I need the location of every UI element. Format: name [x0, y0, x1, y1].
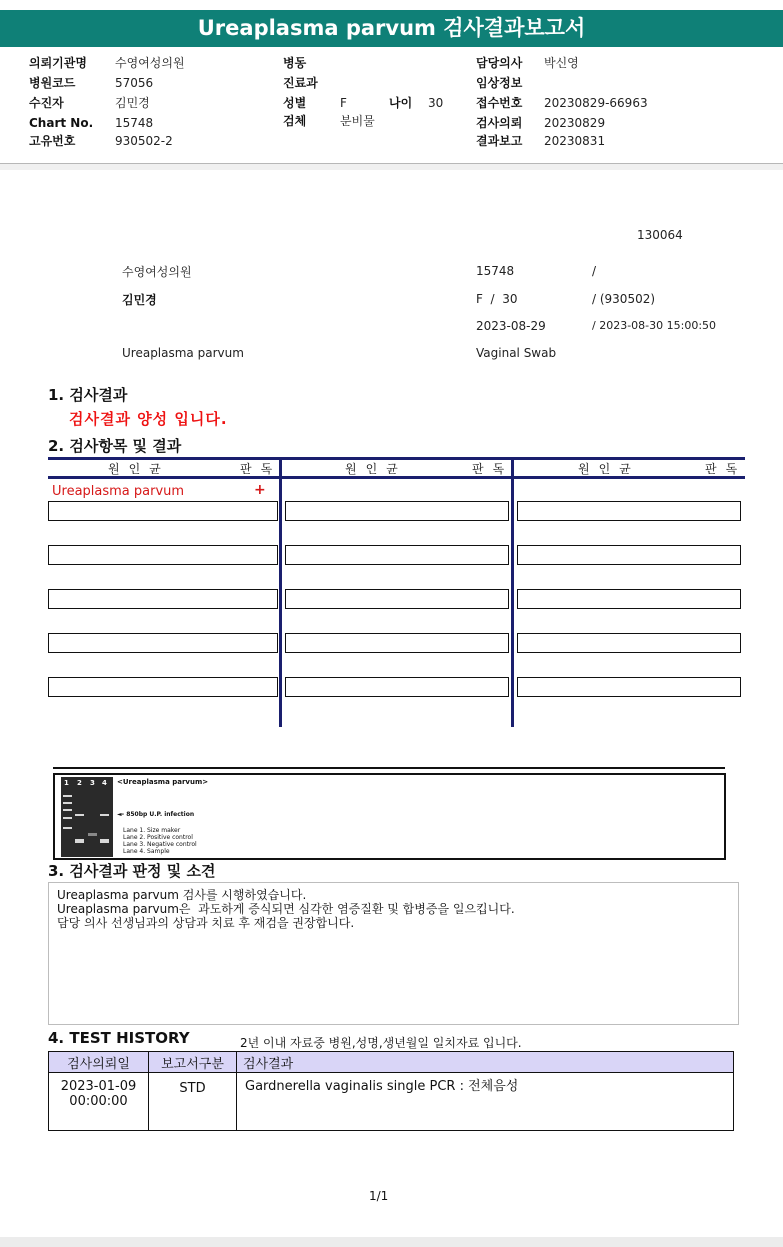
section1-result: 검사결과 양성 입니다. — [69, 410, 228, 428]
gel-band — [88, 833, 97, 836]
gel-band — [100, 839, 109, 843]
col-header-pathogen-3: 원인균 — [578, 462, 640, 476]
header-label-hospital-code: 병원코드 — [29, 76, 76, 90]
header-label-specimen: 검체 — [283, 114, 307, 128]
grid-vline-2 — [511, 457, 514, 727]
gel-title: <Ureaplasma parvum> — [117, 778, 209, 786]
info-hospital: 수영여성의원 — [122, 265, 192, 279]
result-cell — [48, 677, 278, 697]
header-label-department: 진료과 — [283, 76, 318, 90]
history-date-cell — [49, 1073, 149, 1131]
col-header-pathogen-2: 원인균 — [345, 462, 407, 476]
gel-lane-2-label: 2 — [77, 779, 82, 787]
gel-band — [63, 809, 72, 811]
history-header-row — [49, 1052, 734, 1073]
page-gap — [0, 164, 783, 170]
lab-code: 130064 — [637, 228, 683, 242]
header-label-request-date: 검사의뢰 — [476, 116, 523, 130]
col-header-judgement-2: 판독 — [472, 462, 514, 476]
header-label-doctor: 담당의사 — [476, 56, 523, 70]
header-value-sex: F — [340, 96, 347, 110]
gel-band — [63, 795, 72, 797]
result-pathogen: Ureaplasma parvum — [52, 484, 185, 499]
col-header-pathogen-1: 원인균 — [108, 462, 170, 476]
header-label-unique-no: 고유번호 — [29, 134, 76, 148]
result-cell — [285, 501, 509, 521]
gel-lane-1-label: 1 — [64, 779, 69, 787]
history-col-date: 검사의뢰일 — [49, 1052, 149, 1073]
section4-title: 4. TEST HISTORY — [48, 1029, 190, 1047]
history-col-result: 검사결과 — [237, 1052, 734, 1073]
history-date: 2023-01-09 — [60, 1079, 137, 1094]
gel-legend — [123, 827, 197, 855]
gel-band — [63, 827, 72, 829]
header-value-report-date: 20230831 — [544, 134, 606, 148]
header-info — [0, 54, 783, 154]
result-cell — [48, 501, 278, 521]
header-value-doctor: 박신영 — [544, 56, 579, 70]
gel-legend-item: Lane 3. Negative control — [123, 841, 197, 848]
col-header-judgement-3: 판독 — [705, 462, 747, 476]
info-specimen: Vaginal Swab — [476, 346, 557, 360]
header-value-institution: 수영여성의원 — [115, 56, 185, 70]
result-cell — [517, 677, 741, 697]
opinion-line: Ureaplasma parvum은 과도하게 증식되면 심각한 염증질환 및 합병증을 일으킵니다. — [57, 902, 515, 916]
header-value-specimen: 분비물 — [340, 114, 375, 128]
bottom-strip — [0, 1237, 783, 1247]
gel-legend-item: Lane 2. Positive control — [123, 834, 193, 841]
info-chart-no: 15748 — [476, 264, 515, 278]
header-value-chart-no: 15748 — [115, 116, 154, 130]
header-value-unique-no: 930502-2 — [115, 134, 173, 148]
result-cell — [285, 589, 509, 609]
result-cell — [517, 633, 741, 653]
gel-arrow-label: ◄- 850bp U.P. infection — [117, 811, 195, 818]
gel-image-box — [53, 773, 726, 860]
history-time: 00:00:00 — [69, 1094, 128, 1109]
header-label-institution: 의뢰기관명 — [29, 56, 87, 70]
header-label-report-date: 결과보고 — [476, 134, 523, 148]
info-report-datetime: / 2023-08-30 15:00:50 — [592, 319, 717, 332]
header-label-receipt-no: 접수번호 — [476, 96, 523, 110]
result-cell — [285, 545, 509, 565]
info-sex-age: F / 30 — [476, 292, 518, 306]
result-cell — [285, 677, 509, 697]
result-cell — [517, 545, 741, 565]
header-value-hospital-code: 57056 — [115, 76, 154, 90]
section4-note: 2년 이내 자료중 병원,성명,생년월일 일치자료 입니다. — [240, 1036, 522, 1050]
opinion-line: 담당 의사 선생님과의 상담과 치료 후 재검을 권장합니다. — [57, 916, 355, 930]
result-cell — [48, 633, 278, 653]
history-col-type: 보고서구분 — [149, 1052, 237, 1073]
info-test-name: Ureaplasma parvum — [122, 346, 244, 360]
result-cell — [517, 589, 741, 609]
result-cell — [285, 633, 509, 653]
info-birth: / (930502) — [592, 292, 656, 306]
header-label-patient: 수진자 — [29, 96, 64, 110]
section3-title: 3. 검사결과 판정 및 소견 — [48, 862, 216, 880]
result-judgement: + — [254, 482, 266, 498]
result-cell — [48, 545, 278, 565]
gel-band — [75, 839, 84, 843]
section2-title: 2. 검사항목 및 결과 — [48, 437, 182, 455]
gel-image — [61, 777, 113, 857]
history-table — [48, 1051, 734, 1131]
gel-band — [100, 814, 109, 816]
history-type: STD — [149, 1073, 237, 1131]
info-request-date: 2023-08-29 — [476, 319, 546, 333]
opinion-box — [48, 882, 739, 1025]
header-value-request-date: 20230829 — [544, 116, 606, 130]
gel-section-top-line — [53, 767, 725, 769]
history-result: Gardnerella vaginalis single PCR : 전체음성 — [237, 1073, 734, 1131]
result-cell — [517, 501, 741, 521]
gel-band — [63, 802, 72, 804]
info-patient-name: 김민경 — [122, 293, 157, 307]
gel-band — [63, 817, 72, 819]
gel-lane-4-label: 4 — [102, 779, 107, 787]
col-header-judgement-1: 판독 — [240, 462, 282, 476]
section1-title: 1. 검사결과 — [48, 386, 128, 404]
header-value-age: 30 — [428, 96, 444, 110]
report-title: Ureaplasma parvum 검사결과보고서 — [0, 10, 783, 47]
gel-legend-item: Lane 4. Sample — [123, 848, 170, 855]
header-label-sex: 성별 — [283, 96, 307, 110]
grid-vline-1 — [279, 457, 282, 727]
header-label-clinical-info: 임상정보 — [476, 76, 523, 90]
header-value-patient: 김민경 — [115, 96, 150, 110]
info-slash: / — [592, 264, 597, 278]
header-label-ward: 병동 — [283, 56, 307, 70]
history-row — [49, 1073, 734, 1131]
header-label-chart-no: Chart No. — [29, 116, 94, 130]
result-cell — [48, 589, 278, 609]
gel-legend-item: Lane 1. Size maker — [123, 827, 181, 834]
header-value-receipt-no: 20230829-66963 — [544, 96, 648, 110]
opinion-line: Ureaplasma parvum 검사를 시행하였습니다. — [57, 888, 307, 902]
gel-band — [75, 814, 84, 816]
header-label-age: 나이 — [389, 96, 413, 110]
page-number: 1/1 — [369, 1189, 389, 1203]
gel-lane-3-label: 3 — [90, 779, 95, 787]
